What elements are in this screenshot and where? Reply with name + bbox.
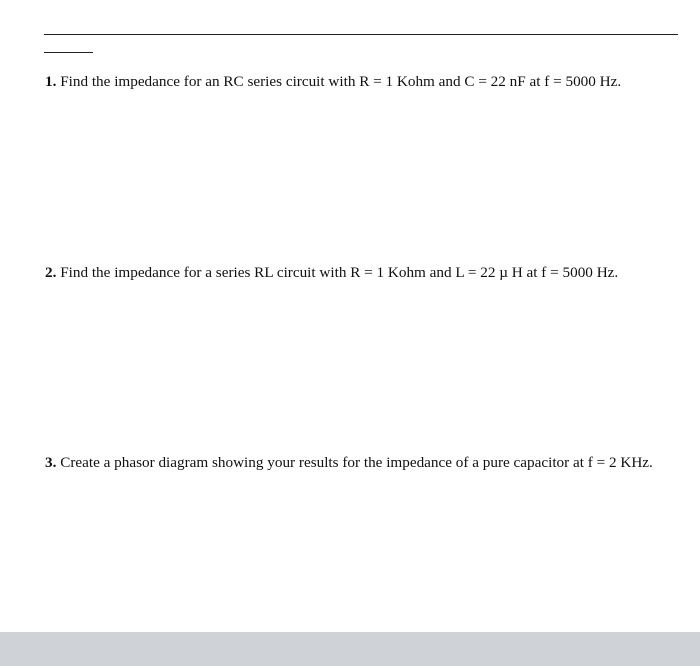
question-2 xyxy=(45,264,675,282)
top-divider-line xyxy=(44,34,678,35)
bottom-scroll-band xyxy=(0,632,700,666)
question-3 xyxy=(45,454,675,472)
question-text: Find the impedance for an RC series circuit with R = 1 Kohm and C = 22 nF at f = 5000 Hz. xyxy=(56,73,622,90)
question-text: Create a phasor diagram showing your results for the impedance of a pure capacitor at f = 2 KHz. xyxy=(56,454,653,471)
short-divider-line xyxy=(44,52,93,53)
question-number: 3. xyxy=(45,454,57,471)
question-number: 2. xyxy=(45,264,57,281)
question-text: Find the impedance for a series RL circuit with R = 1 Kohm and L = 22 µ H at f = 5000 Hz. xyxy=(56,264,619,281)
question-number: 1. xyxy=(45,73,57,90)
question-1 xyxy=(45,73,675,91)
